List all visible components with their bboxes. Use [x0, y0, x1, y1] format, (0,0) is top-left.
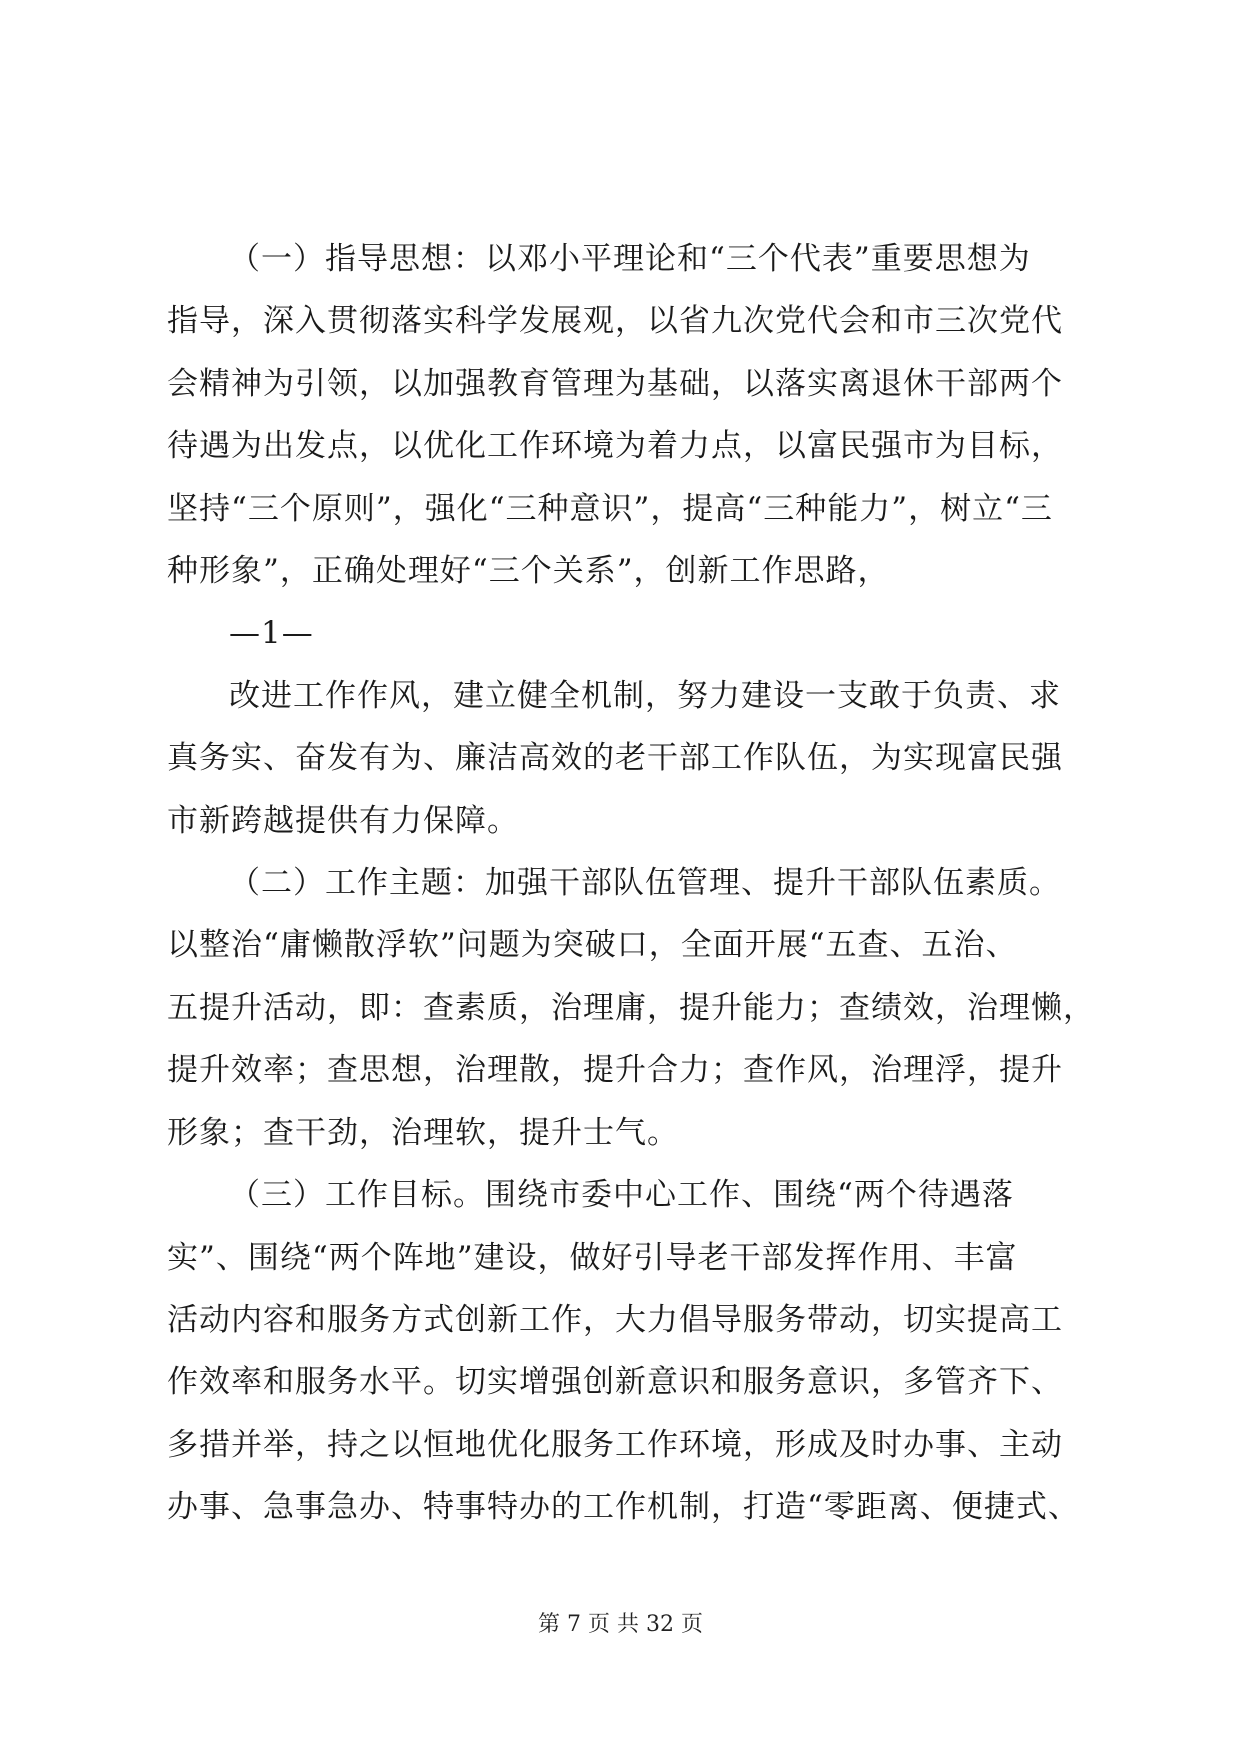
- paragraph-guiding-ideology: [167, 228, 1085, 602]
- text-line: （一）指导思想：以邓小平理论和“三个代表”重要思想为: [229, 241, 1031, 277]
- text-line: 形象；查干劲，治理软，提升士气。: [167, 1114, 679, 1151]
- paragraph-work-theme: [167, 852, 1095, 1164]
- text-line: 以整治“庸懒散浮软”问题为突破口，全面开展“五查、五治、: [167, 927, 1018, 964]
- text-line: 提升效率；查思想，治理散，提升合力；查作风，治理浮，提升: [167, 1052, 1063, 1089]
- page-footer: 第 7 页 共 32 页: [538, 1612, 703, 1637]
- text-line: 市新跨越提供有力保障。: [167, 802, 519, 839]
- inline-page-marker: —1—: [229, 615, 314, 652]
- paragraph-work-goals: [167, 1164, 1085, 1538]
- text-line: 改进工作作风，建立健全机制，努力建设一支敢于负责、求: [229, 677, 1061, 714]
- text-line: 真务实、奋发有为、廉洁高效的老干部工作队伍，为实现富民强: [167, 740, 1063, 777]
- paragraph-work-style: [167, 665, 1085, 852]
- text-line: 种形象”，正确处理好“三个关系”，创新工作思路，: [167, 553, 890, 590]
- text-line: 活动内容和服务方式创新工作，大力倡导服务带动，切实提高工: [167, 1301, 1063, 1338]
- text-line: 指导，深入贯彻落实科学发展观，以省九次党代会和市三次党代: [167, 303, 1063, 340]
- text-line: 坚持“三个原则”，强化“三种意识”，提高“三种能力”，树立“三: [167, 490, 1053, 527]
- text-line: 待遇为出发点，以优化工作环境为着力点，以富民强市为目标，: [167, 428, 1063, 465]
- text-line: 多措并举，持之以恒地优化服务工作环境，形成及时办事、主动: [167, 1426, 1063, 1463]
- text-line: 实”、围绕“两个阵地”建设，做好引导老干部发挥作用、丰富: [167, 1239, 1018, 1276]
- text-line: （三）工作目标。围绕市委中心工作、围绕“两个待遇落: [229, 1177, 1014, 1214]
- text-line: （二）工作主题：加强干部队伍管理、提升干部队伍素质。: [229, 865, 1061, 902]
- text-line: 作效率和服务水平。切实增强创新意识和服务意识，多管齐下、: [167, 1364, 1063, 1401]
- text-line: 会精神为引领，以加强教育管理为基础，以落实离退休干部两个: [167, 365, 1063, 402]
- text-line: 办事、急事急办、特事特办的工作机制，打造“零距离、便捷式、: [167, 1489, 1080, 1526]
- document-body: [167, 228, 1095, 1539]
- text-line: 五提升活动，即：查素质，治理庸，提升能力；查绩效，治理懒，: [167, 989, 1095, 1026]
